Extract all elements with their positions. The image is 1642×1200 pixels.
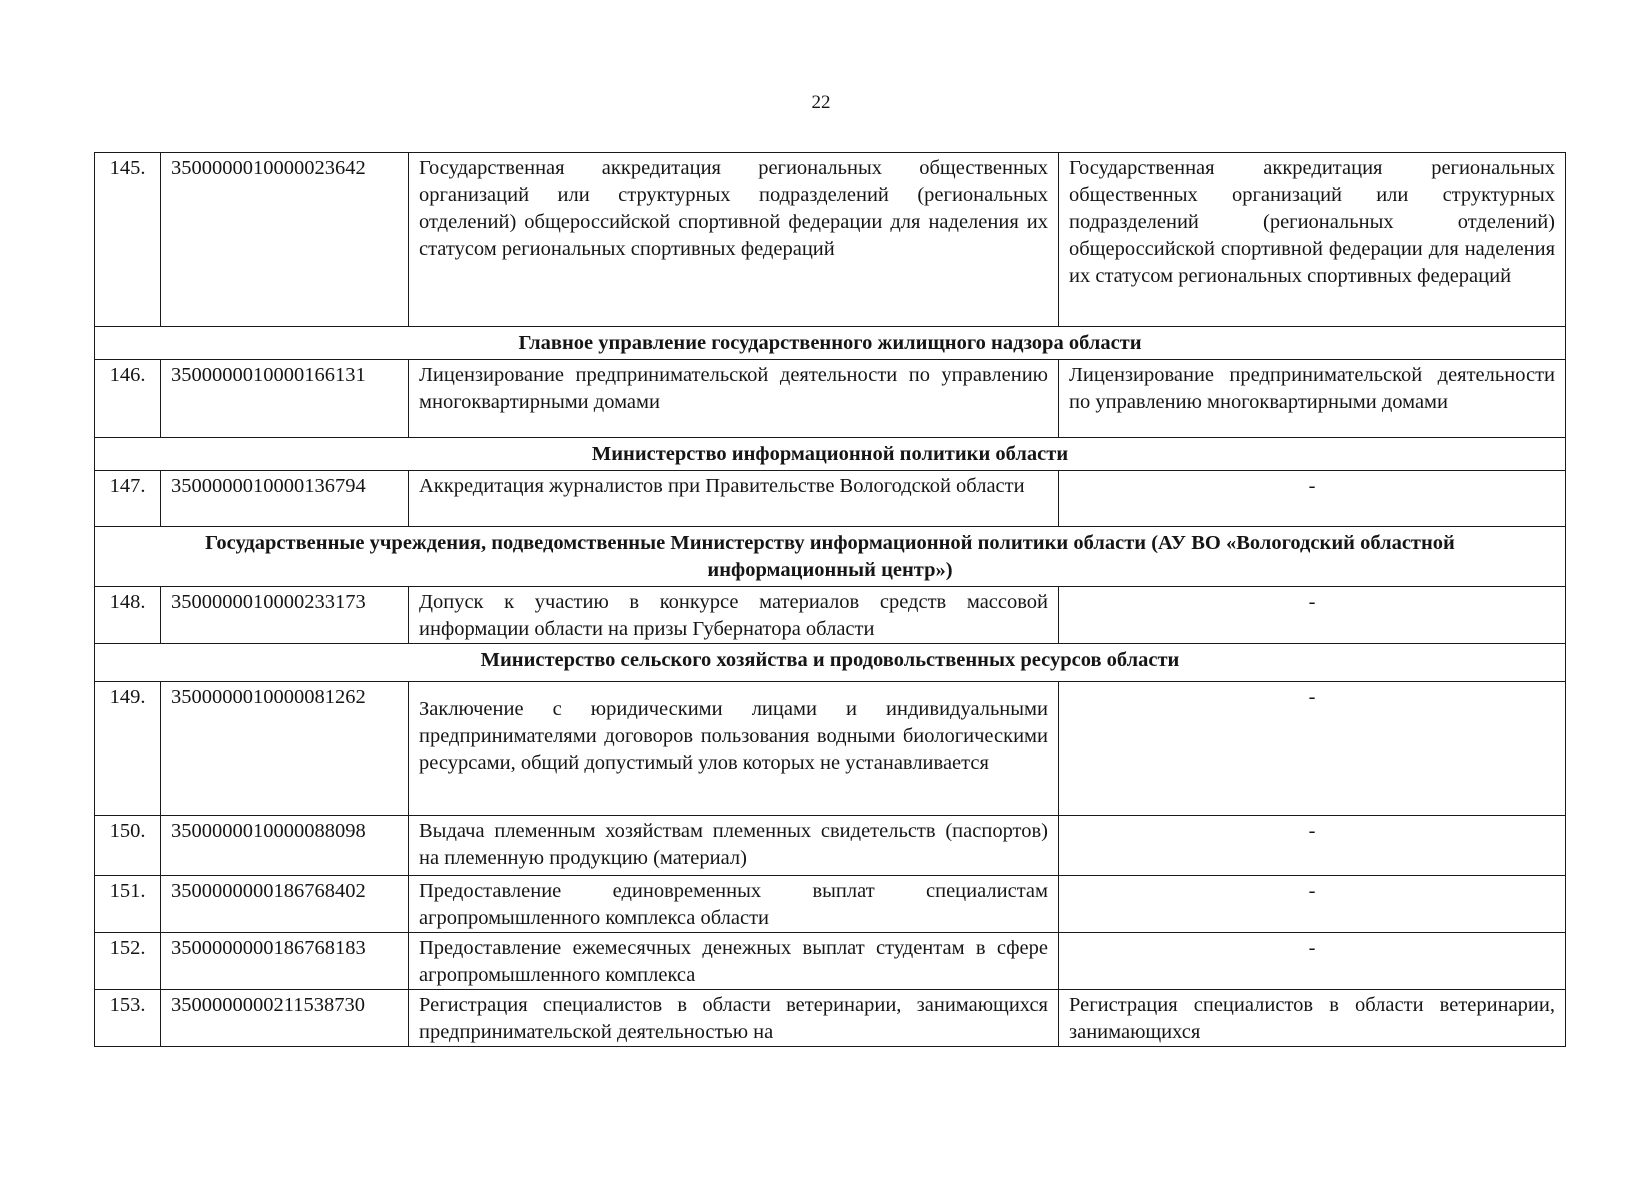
service-description: Предоставление ежемесячных денежных выплат студентам в сфере агропромышленного комплекса [409,933,1059,990]
service-description: Допуск к участию в конкурсе материалов средств массовой информации области на призы Губернатора области [409,587,1059,644]
section-title: Министерство информационной политики области [95,438,1566,471]
table-row [95,682,1566,816]
registry-code: 3500000010000233173 [161,587,409,644]
table-row [95,816,1566,876]
table-row [95,153,1566,327]
registry-code: 3500000000186768183 [161,933,409,990]
gov-service-name: - [1059,816,1566,876]
table-row [95,471,1566,527]
row-number: 145. [95,153,161,327]
gov-service-name: - [1059,933,1566,990]
gov-service-name: - [1059,587,1566,644]
service-description: Лицензирование предпринимательской деятельности по управлению многоквартирными домами [409,360,1059,438]
row-number: 149. [95,682,161,816]
registry-code: 3500000010000136794 [161,471,409,527]
row-number: 147. [95,471,161,527]
gov-service-name: Лицензирование предпринимательской деятельности по управлению многоквартирными домами [1059,360,1566,438]
gov-service-name: - [1059,876,1566,933]
service-description: Государственная аккредитация региональных общественных организаций или структурных подразделений (региональных отделений) общероссийской спортивной федерации для наделения их статусом региональных спортивных федераций [409,153,1059,327]
section-title: Главное управление государственного жилищного надзора области [95,327,1566,360]
section-header-row [95,527,1566,587]
registry-code: 3500000000211538730 [161,990,409,1047]
section-title: Государственные учреждения, подведомственные Министерству информационной политики области (АУ ВО «Вологодский областной информационный центр») [95,527,1566,587]
row-number: 152. [95,933,161,990]
section-header-row [95,438,1566,471]
service-description: Регистрация специалистов в области ветеринарии, занимающихся предпринимательской деятельностью на [409,990,1059,1047]
row-number: 151. [95,876,161,933]
service-description: Аккредитация журналистов при Правительстве Вологодской области [409,471,1059,527]
registry-code: 3500000010000088098 [161,816,409,876]
row-number: 153. [95,990,161,1047]
table-row [95,587,1566,644]
section-title: Министерство сельского хозяйства и продовольственных ресурсов области [95,644,1566,682]
table-row [95,876,1566,933]
table-row [95,990,1566,1047]
service-description: Заключение с юридическими лицами и индивидуальными предпринимателями договоров пользования водными биологическими ресурсами, общий допустимый улов которых не устанавливается [409,682,1059,816]
table-row [95,360,1566,438]
gov-service-name: Государственная аккредитация региональных общественных организаций или структурных подразделений (региональных отделений) общероссийской спортивной федерации для наделения их статусом региональных спортивных федераций [1059,153,1566,327]
gov-service-name: - [1059,682,1566,816]
page-number: 22 [811,92,831,113]
service-description: Выдача племенным хозяйствам племенных свидетельств (паспортов) на племенную продукцию (материал) [409,816,1059,876]
gov-service-name: Регистрация специалистов в области ветеринарии, занимающихся [1059,990,1566,1047]
service-description: Предоставление единовременных выплат специалистам агропромышленного комплекса области [409,876,1059,933]
row-number: 146. [95,360,161,438]
section-header-row [95,327,1566,360]
registry-code: 3500000000186768402 [161,876,409,933]
registry-code: 3500000010000081262 [161,682,409,816]
registry-code: 3500000010000166131 [161,360,409,438]
gov-service-name: - [1059,471,1566,527]
registry-code: 3500000010000023642 [161,153,409,327]
services-table [94,152,1566,1047]
row-number: 148. [95,587,161,644]
section-header-row [95,644,1566,682]
table-row [95,933,1566,990]
row-number: 150. [95,816,161,876]
